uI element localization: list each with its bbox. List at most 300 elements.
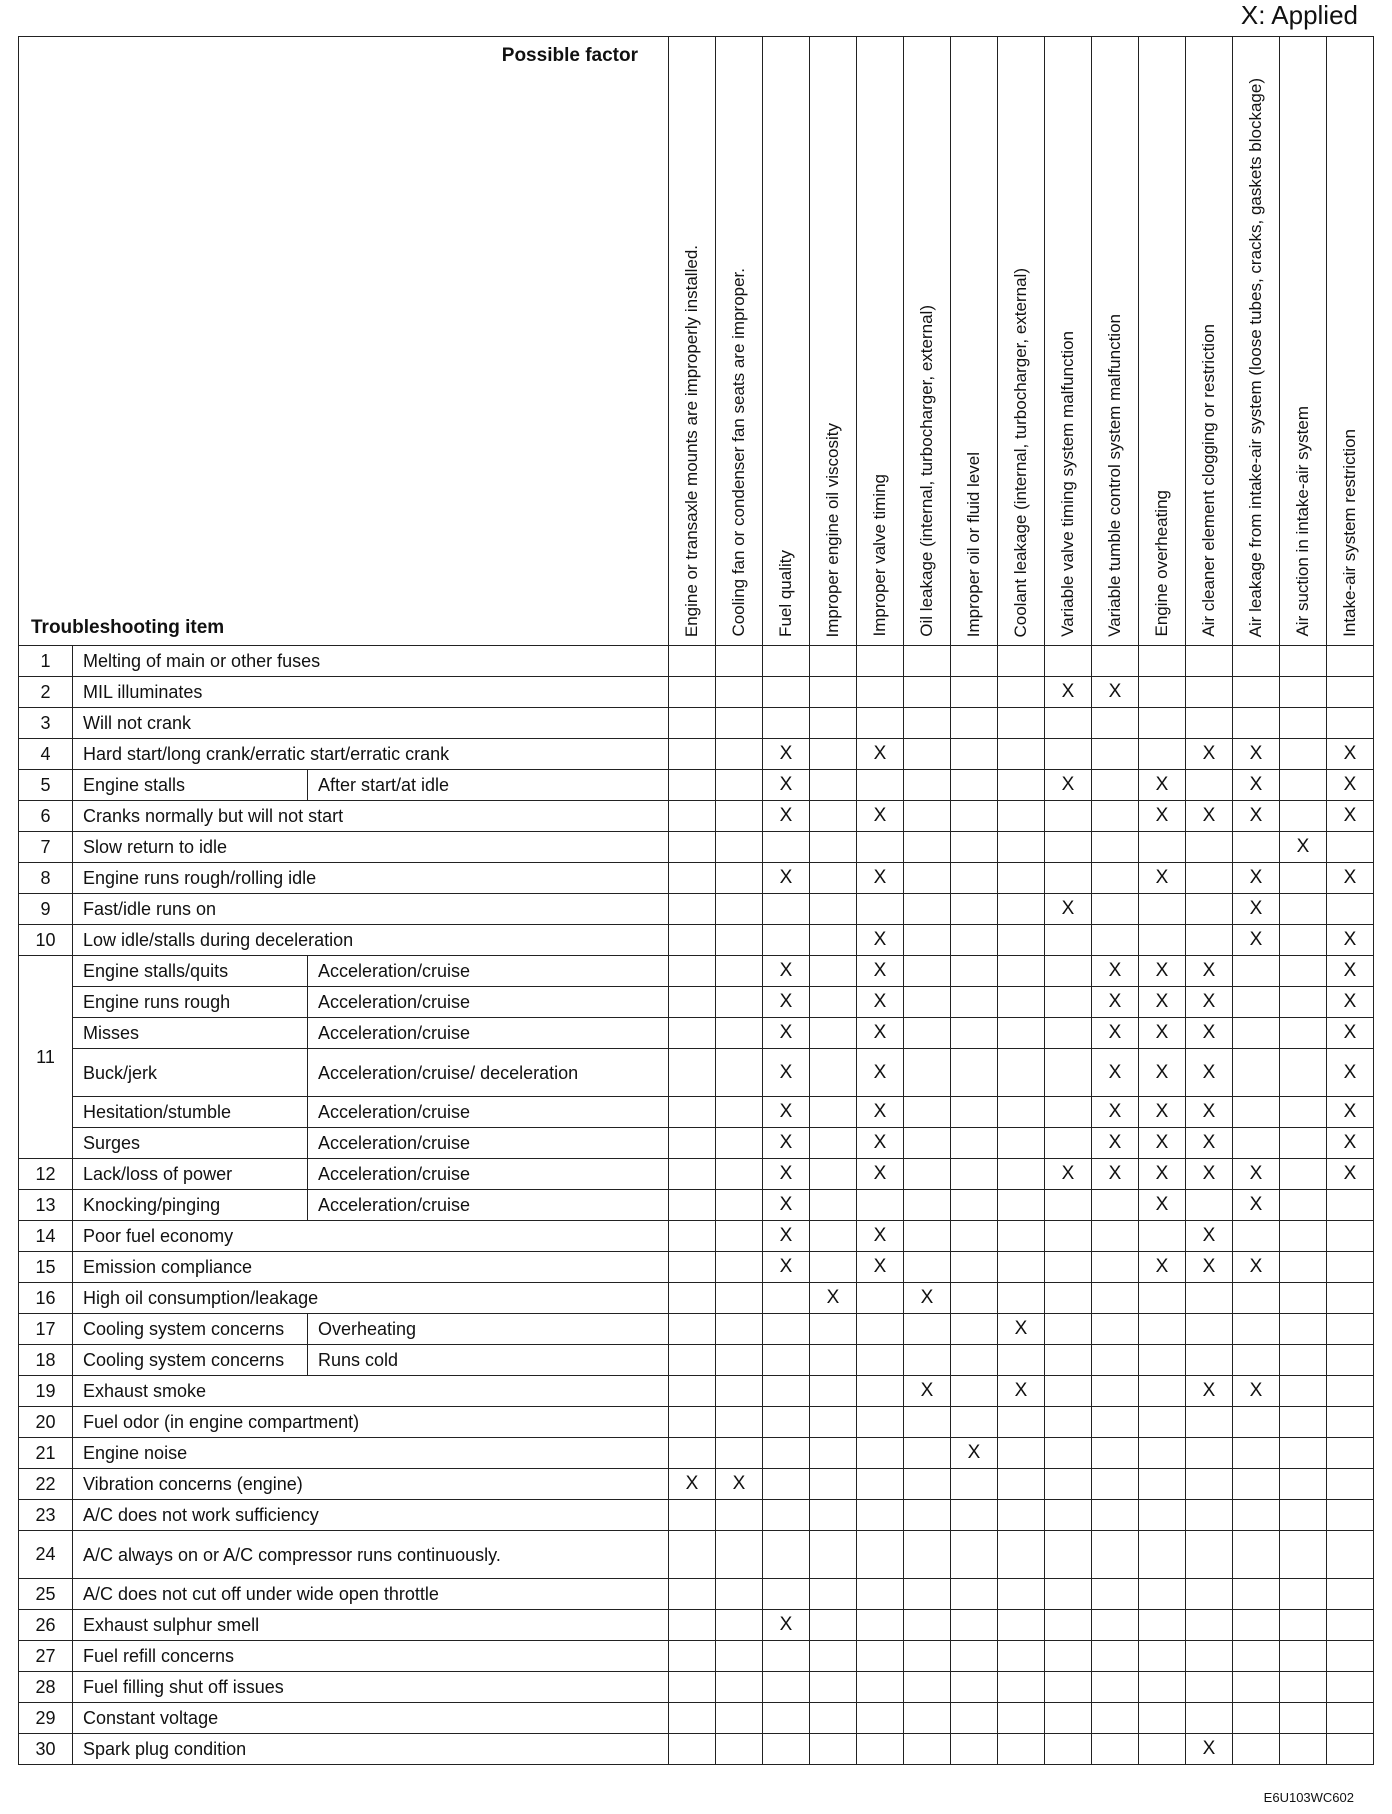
empty-cell bbox=[857, 1469, 904, 1500]
applied-mark: X bbox=[1233, 894, 1280, 925]
empty-cell bbox=[1139, 1438, 1186, 1469]
empty-cell bbox=[1092, 708, 1139, 739]
empty-cell bbox=[1280, 1221, 1327, 1252]
empty-cell bbox=[1327, 1610, 1374, 1641]
empty-cell bbox=[716, 1734, 763, 1765]
empty-cell bbox=[1045, 1703, 1092, 1734]
empty-cell bbox=[810, 1049, 857, 1097]
applied-mark: X bbox=[1092, 987, 1139, 1018]
empty-cell bbox=[1139, 1500, 1186, 1531]
applied-mark: X bbox=[1139, 1049, 1186, 1097]
row-number: 1 bbox=[19, 646, 73, 677]
applied-mark: X bbox=[1233, 1252, 1280, 1283]
empty-cell bbox=[998, 1734, 1045, 1765]
factor-label: Improper engine oil viscosity bbox=[823, 422, 842, 637]
empty-cell bbox=[1139, 646, 1186, 677]
empty-cell bbox=[669, 1018, 716, 1049]
table-row bbox=[19, 1734, 1374, 1765]
applied-mark: X bbox=[763, 1097, 810, 1128]
empty-cell bbox=[810, 1190, 857, 1221]
applied-mark: X bbox=[716, 1469, 763, 1500]
applied-mark: X bbox=[763, 987, 810, 1018]
row-number: 5 bbox=[19, 770, 73, 801]
table-row bbox=[19, 1469, 1374, 1500]
troubleshooting-item: Engine runs rough/rolling idle bbox=[73, 863, 669, 894]
applied-mark: X bbox=[1186, 1734, 1233, 1765]
empty-cell bbox=[1092, 863, 1139, 894]
empty-cell bbox=[1092, 1610, 1139, 1641]
empty-cell bbox=[1045, 1734, 1092, 1765]
applied-mark: X bbox=[763, 739, 810, 770]
factor-header bbox=[763, 37, 810, 646]
factor-header bbox=[1186, 37, 1233, 646]
empty-cell bbox=[857, 1438, 904, 1469]
applied-mark: X bbox=[857, 1252, 904, 1283]
table-row bbox=[19, 1531, 1374, 1579]
row-number: 23 bbox=[19, 1500, 73, 1531]
empty-cell bbox=[951, 708, 998, 739]
table-row bbox=[19, 677, 1374, 708]
row-number: 2 bbox=[19, 677, 73, 708]
troubleshooting-item: Exhaust sulphur smell bbox=[73, 1610, 669, 1641]
empty-cell bbox=[998, 1610, 1045, 1641]
empty-cell bbox=[1186, 770, 1233, 801]
empty-cell bbox=[763, 1314, 810, 1345]
empty-cell bbox=[716, 1097, 763, 1128]
empty-cell bbox=[857, 1734, 904, 1765]
applied-mark: X bbox=[1045, 770, 1092, 801]
empty-cell bbox=[857, 1531, 904, 1579]
empty-cell bbox=[669, 1703, 716, 1734]
empty-cell bbox=[1139, 1283, 1186, 1314]
empty-cell bbox=[810, 1097, 857, 1128]
empty-cell bbox=[857, 1283, 904, 1314]
empty-cell bbox=[1139, 677, 1186, 708]
empty-cell bbox=[1139, 1345, 1186, 1376]
empty-cell bbox=[1092, 894, 1139, 925]
empty-cell bbox=[1139, 1734, 1186, 1765]
header-row bbox=[19, 37, 1374, 646]
empty-cell bbox=[1045, 987, 1092, 1018]
empty-cell bbox=[857, 1407, 904, 1438]
empty-cell bbox=[669, 801, 716, 832]
factor-header bbox=[716, 37, 763, 646]
empty-cell bbox=[1233, 1345, 1280, 1376]
applied-mark: X bbox=[857, 956, 904, 987]
empty-cell bbox=[763, 708, 810, 739]
empty-cell bbox=[810, 1579, 857, 1610]
row-number: 15 bbox=[19, 1252, 73, 1283]
applied-mark: X bbox=[1327, 956, 1374, 987]
empty-cell bbox=[810, 863, 857, 894]
empty-cell bbox=[904, 832, 951, 863]
empty-cell bbox=[1280, 1314, 1327, 1345]
applied-mark: X bbox=[857, 1159, 904, 1190]
empty-cell bbox=[1233, 1097, 1280, 1128]
empty-cell bbox=[1186, 708, 1233, 739]
troubleshooting-item: Cooling system concerns bbox=[73, 1314, 308, 1345]
applied-mark: X bbox=[763, 1190, 810, 1221]
empty-cell bbox=[1092, 1500, 1139, 1531]
applied-mark: X bbox=[1139, 1159, 1186, 1190]
empty-cell bbox=[1327, 677, 1374, 708]
empty-cell bbox=[669, 739, 716, 770]
empty-cell bbox=[904, 925, 951, 956]
empty-cell bbox=[669, 1610, 716, 1641]
empty-cell bbox=[1139, 739, 1186, 770]
applied-mark: X bbox=[810, 1283, 857, 1314]
empty-cell bbox=[951, 1579, 998, 1610]
empty-cell bbox=[1327, 1579, 1374, 1610]
empty-cell bbox=[951, 1703, 998, 1734]
empty-cell bbox=[998, 1252, 1045, 1283]
empty-cell bbox=[763, 1438, 810, 1469]
empty-cell bbox=[716, 863, 763, 894]
empty-cell bbox=[1186, 894, 1233, 925]
row-number: 26 bbox=[19, 1610, 73, 1641]
row-number: 14 bbox=[19, 1221, 73, 1252]
empty-cell bbox=[669, 1049, 716, 1097]
empty-cell bbox=[998, 956, 1045, 987]
empty-cell bbox=[1233, 1314, 1280, 1345]
empty-cell bbox=[1327, 1283, 1374, 1314]
row-number: 19 bbox=[19, 1376, 73, 1407]
empty-cell bbox=[716, 1407, 763, 1438]
empty-cell bbox=[1139, 1407, 1186, 1438]
table-row bbox=[19, 739, 1374, 770]
empty-cell bbox=[1327, 1672, 1374, 1703]
empty-cell bbox=[669, 1283, 716, 1314]
matrix-body bbox=[19, 646, 1374, 1765]
empty-cell bbox=[904, 1345, 951, 1376]
empty-cell bbox=[716, 1500, 763, 1531]
empty-cell bbox=[810, 1500, 857, 1531]
empty-cell bbox=[810, 1018, 857, 1049]
empty-cell bbox=[998, 1097, 1045, 1128]
empty-cell bbox=[669, 1672, 716, 1703]
empty-cell bbox=[763, 646, 810, 677]
troubleshooting-item: Slow return to idle bbox=[73, 832, 669, 863]
applied-mark: X bbox=[1186, 1376, 1233, 1407]
applied-mark: X bbox=[1139, 1128, 1186, 1159]
applied-mark: X bbox=[1327, 1097, 1374, 1128]
applied-mark: X bbox=[1233, 1376, 1280, 1407]
empty-cell bbox=[904, 1159, 951, 1190]
row-number: 16 bbox=[19, 1283, 73, 1314]
troubleshooting-item: Fuel filling shut off issues bbox=[73, 1672, 669, 1703]
empty-cell bbox=[1233, 1018, 1280, 1049]
empty-cell bbox=[763, 1703, 810, 1734]
empty-cell bbox=[1327, 1190, 1374, 1221]
empty-cell bbox=[1280, 646, 1327, 677]
empty-cell bbox=[810, 987, 857, 1018]
empty-cell bbox=[1327, 646, 1374, 677]
empty-cell bbox=[998, 925, 1045, 956]
applied-mark: X bbox=[1233, 1190, 1280, 1221]
empty-cell bbox=[1280, 1672, 1327, 1703]
empty-cell bbox=[1045, 1641, 1092, 1672]
empty-cell bbox=[716, 1610, 763, 1641]
table-row bbox=[19, 1190, 1374, 1221]
empty-cell bbox=[1280, 770, 1327, 801]
troubleshooting-item-label: Troubleshooting item bbox=[31, 617, 225, 638]
empty-cell bbox=[669, 1314, 716, 1345]
empty-cell bbox=[1327, 1703, 1374, 1734]
empty-cell bbox=[716, 987, 763, 1018]
empty-cell bbox=[857, 894, 904, 925]
empty-cell bbox=[810, 956, 857, 987]
empty-cell bbox=[1092, 1314, 1139, 1345]
empty-cell bbox=[904, 677, 951, 708]
troubleshooting-item: Engine stalls bbox=[73, 770, 308, 801]
applied-mark: X bbox=[1186, 1128, 1233, 1159]
applied-mark: X bbox=[1327, 1049, 1374, 1097]
row-number: 18 bbox=[19, 1345, 73, 1376]
applied-mark: X bbox=[857, 1128, 904, 1159]
empty-cell bbox=[1045, 1438, 1092, 1469]
applied-mark: X bbox=[1233, 863, 1280, 894]
applied-mark: X bbox=[1327, 863, 1374, 894]
empty-cell bbox=[1092, 1672, 1139, 1703]
empty-cell bbox=[1233, 646, 1280, 677]
empty-cell bbox=[951, 739, 998, 770]
empty-cell bbox=[810, 770, 857, 801]
empty-cell bbox=[1233, 1734, 1280, 1765]
empty-cell bbox=[716, 739, 763, 770]
empty-cell bbox=[763, 1283, 810, 1314]
empty-cell bbox=[1280, 1610, 1327, 1641]
empty-cell bbox=[763, 1469, 810, 1500]
empty-cell bbox=[1186, 1190, 1233, 1221]
empty-cell bbox=[763, 1531, 810, 1579]
possible-factor-label: Possible factor bbox=[501, 45, 638, 66]
empty-cell bbox=[1139, 925, 1186, 956]
empty-cell bbox=[857, 1345, 904, 1376]
empty-cell bbox=[810, 646, 857, 677]
troubleshooting-item: A/C does not cut off under wide open throttle bbox=[73, 1579, 669, 1610]
applied-mark: X bbox=[1139, 956, 1186, 987]
empty-cell bbox=[904, 956, 951, 987]
applied-mark: X bbox=[763, 1252, 810, 1283]
empty-cell bbox=[669, 1641, 716, 1672]
troubleshooting-item: Fuel odor (in engine compartment) bbox=[73, 1407, 669, 1438]
applied-mark: X bbox=[1092, 677, 1139, 708]
troubleshooting-item: High oil consumption/leakage bbox=[73, 1283, 669, 1314]
empty-cell bbox=[1045, 956, 1092, 987]
applied-mark: X bbox=[904, 1283, 951, 1314]
table-row bbox=[19, 863, 1374, 894]
empty-cell bbox=[904, 1641, 951, 1672]
empty-cell bbox=[763, 894, 810, 925]
applied-mark: X bbox=[669, 1469, 716, 1500]
condition: Acceleration/cruise bbox=[308, 956, 669, 987]
troubleshooting-item: Fast/idle runs on bbox=[73, 894, 669, 925]
row-number: 7 bbox=[19, 832, 73, 863]
empty-cell bbox=[904, 801, 951, 832]
empty-cell bbox=[810, 1438, 857, 1469]
empty-cell bbox=[1280, 1190, 1327, 1221]
empty-cell bbox=[951, 1641, 998, 1672]
empty-cell bbox=[1233, 832, 1280, 863]
empty-cell bbox=[1280, 956, 1327, 987]
row-number: 30 bbox=[19, 1734, 73, 1765]
empty-cell bbox=[810, 1376, 857, 1407]
empty-cell bbox=[1045, 801, 1092, 832]
empty-cell bbox=[998, 832, 1045, 863]
empty-cell bbox=[1233, 1672, 1280, 1703]
applied-mark: X bbox=[1092, 1049, 1139, 1097]
applied-mark: X bbox=[1139, 770, 1186, 801]
troubleshooting-matrix bbox=[18, 36, 1374, 1765]
factor-label: Oil leakage (internal, turbocharger, external) bbox=[917, 305, 936, 637]
empty-cell bbox=[904, 863, 951, 894]
table-row bbox=[19, 1097, 1374, 1128]
empty-cell bbox=[998, 1159, 1045, 1190]
empty-cell bbox=[1327, 1469, 1374, 1500]
empty-cell bbox=[669, 1500, 716, 1531]
empty-cell bbox=[1280, 739, 1327, 770]
empty-cell bbox=[1139, 1672, 1186, 1703]
empty-cell bbox=[1045, 925, 1092, 956]
empty-cell bbox=[1045, 1314, 1092, 1345]
applied-mark: X bbox=[1233, 1159, 1280, 1190]
empty-cell bbox=[716, 1314, 763, 1345]
row-number: 13 bbox=[19, 1190, 73, 1221]
empty-cell bbox=[1280, 1159, 1327, 1190]
applied-mark: X bbox=[1139, 1097, 1186, 1128]
empty-cell bbox=[1186, 1469, 1233, 1500]
applied-mark: X bbox=[1139, 801, 1186, 832]
empty-cell bbox=[904, 987, 951, 1018]
applied-mark: X bbox=[1233, 925, 1280, 956]
empty-cell bbox=[904, 1221, 951, 1252]
empty-cell bbox=[1092, 1190, 1139, 1221]
empty-cell bbox=[810, 1407, 857, 1438]
empty-cell bbox=[1045, 739, 1092, 770]
empty-cell bbox=[904, 1579, 951, 1610]
factor-label: Improper valve timing bbox=[870, 474, 889, 637]
empty-cell bbox=[951, 801, 998, 832]
empty-cell bbox=[857, 1190, 904, 1221]
empty-cell bbox=[763, 1376, 810, 1407]
applied-mark: X bbox=[857, 925, 904, 956]
applied-mark: X bbox=[857, 1221, 904, 1252]
empty-cell bbox=[1280, 987, 1327, 1018]
factor-label: Fuel quality bbox=[776, 550, 795, 637]
empty-cell bbox=[1045, 1097, 1092, 1128]
table-row bbox=[19, 1283, 1374, 1314]
empty-cell bbox=[904, 770, 951, 801]
empty-cell bbox=[1233, 1128, 1280, 1159]
empty-cell bbox=[1045, 1221, 1092, 1252]
applied-mark: X bbox=[904, 1376, 951, 1407]
empty-cell bbox=[669, 863, 716, 894]
applied-mark: X bbox=[1233, 801, 1280, 832]
empty-cell bbox=[1327, 1531, 1374, 1579]
empty-cell bbox=[763, 1641, 810, 1672]
empty-cell bbox=[904, 646, 951, 677]
table-row bbox=[19, 925, 1374, 956]
empty-cell bbox=[716, 956, 763, 987]
empty-cell bbox=[904, 1097, 951, 1128]
empty-cell bbox=[857, 770, 904, 801]
empty-cell bbox=[716, 1641, 763, 1672]
empty-cell bbox=[998, 1018, 1045, 1049]
empty-cell bbox=[810, 1252, 857, 1283]
empty-cell bbox=[1233, 1283, 1280, 1314]
empty-cell bbox=[998, 1500, 1045, 1531]
table-row bbox=[19, 1049, 1374, 1097]
troubleshooting-item: Cooling system concerns bbox=[73, 1345, 308, 1376]
empty-cell bbox=[951, 1734, 998, 1765]
empty-cell bbox=[1280, 1345, 1327, 1376]
condition: Acceleration/cruise bbox=[308, 987, 669, 1018]
empty-cell bbox=[1327, 1376, 1374, 1407]
applied-mark: X bbox=[763, 1221, 810, 1252]
applied-mark: X bbox=[763, 1128, 810, 1159]
empty-cell bbox=[716, 1221, 763, 1252]
empty-cell bbox=[716, 1190, 763, 1221]
troubleshooting-item: Misses bbox=[73, 1018, 308, 1049]
empty-cell bbox=[998, 1469, 1045, 1500]
condition: Acceleration/cruise/ deceleration bbox=[308, 1049, 669, 1097]
empty-cell bbox=[716, 1438, 763, 1469]
empty-cell bbox=[669, 1345, 716, 1376]
row-number: 29 bbox=[19, 1703, 73, 1734]
table-row bbox=[19, 1641, 1374, 1672]
empty-cell bbox=[810, 894, 857, 925]
empty-cell bbox=[1233, 1221, 1280, 1252]
troubleshooting-item: Hard start/long crank/erratic start/erratic crank bbox=[73, 739, 669, 770]
header-corner bbox=[19, 37, 669, 646]
table-row bbox=[19, 1610, 1374, 1641]
factor-header bbox=[1139, 37, 1186, 646]
applied-mark: X bbox=[1139, 987, 1186, 1018]
applied-mark: X bbox=[1327, 770, 1374, 801]
empty-cell bbox=[1280, 1500, 1327, 1531]
empty-cell bbox=[810, 1531, 857, 1579]
factor-label: Air cleaner element clogging or restriction bbox=[1199, 324, 1218, 637]
row-number: 20 bbox=[19, 1407, 73, 1438]
factor-label: Air leakage from intake-air system (loose tubes, cracks, gaskets blockage) bbox=[1246, 77, 1265, 637]
empty-cell bbox=[1280, 1438, 1327, 1469]
empty-cell bbox=[669, 1734, 716, 1765]
empty-cell bbox=[857, 677, 904, 708]
empty-cell bbox=[998, 1128, 1045, 1159]
condition: Acceleration/cruise bbox=[308, 1018, 669, 1049]
applied-mark: X bbox=[1045, 677, 1092, 708]
table-row bbox=[19, 708, 1374, 739]
table-row bbox=[19, 801, 1374, 832]
empty-cell bbox=[810, 708, 857, 739]
applied-mark: X bbox=[1327, 1128, 1374, 1159]
factor-header bbox=[1327, 37, 1374, 646]
empty-cell bbox=[904, 1500, 951, 1531]
empty-cell bbox=[1327, 1221, 1374, 1252]
empty-cell bbox=[951, 1190, 998, 1221]
empty-cell bbox=[1045, 1018, 1092, 1049]
empty-cell bbox=[669, 1097, 716, 1128]
applied-mark: X bbox=[1186, 1221, 1233, 1252]
factor-label: Intake-air system restriction bbox=[1340, 429, 1359, 637]
row-number: 12 bbox=[19, 1159, 73, 1190]
empty-cell bbox=[1092, 1221, 1139, 1252]
empty-cell bbox=[810, 1221, 857, 1252]
applied-mark: X bbox=[1186, 801, 1233, 832]
empty-cell bbox=[810, 1159, 857, 1190]
empty-cell bbox=[1092, 770, 1139, 801]
empty-cell bbox=[669, 1159, 716, 1190]
